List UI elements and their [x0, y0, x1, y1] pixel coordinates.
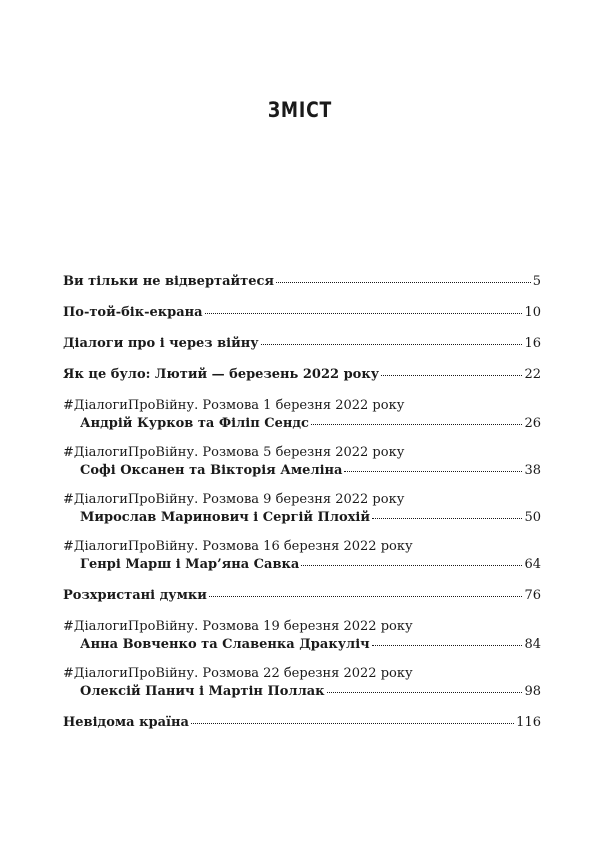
toc-page-number: 10	[524, 305, 541, 320]
toc-entry[interactable]	[63, 366, 541, 384]
toc-entry-title: Мирослав Маринович і Сергій Плохій	[80, 510, 370, 525]
toc-entry-title: Діалоги про і через війну	[63, 336, 259, 351]
toc-entry[interactable]	[63, 397, 541, 433]
toc-series-heading: #ДіалогиПроВійну. Розмова 9 березня 2022 року	[63, 492, 405, 507]
toc-entry-title: Олексій Панич і Мартін Поллак	[80, 684, 325, 699]
toc-entry[interactable]	[63, 618, 541, 654]
toc-entry[interactable]	[63, 587, 541, 605]
dot-leader	[381, 375, 522, 376]
toc-page-number: 116	[516, 715, 541, 730]
toc-page-number: 76	[524, 588, 541, 603]
toc-entry[interactable]	[63, 665, 541, 701]
toc-entry-title: По-той-бік-екрана	[63, 305, 203, 320]
dot-leader	[301, 565, 522, 566]
toc-page-number: 5	[532, 274, 541, 289]
dot-leader	[311, 424, 522, 425]
toc-page-number: 26	[524, 416, 541, 431]
toc-series-heading: #ДіалогиПроВійну. Розмова 19 березня 2022 року	[63, 619, 413, 634]
toc-page-number: 98	[524, 684, 541, 699]
toc-entry-title: Ви тільки не відвертайтеся	[63, 274, 275, 289]
dot-leader	[372, 518, 522, 519]
toc-series-heading: #ДіалогиПроВійну. Розмова 16 березня 2022 року	[63, 539, 413, 554]
toc-series-heading: #ДіалогиПроВійну. Розмова 22 березня 2022 року	[63, 666, 413, 681]
toc-page-number: 16	[524, 336, 541, 351]
toc-entry-title: Андрій Курков та Філіп Сендс	[80, 416, 309, 431]
toc-entry-title: Розхристані думки	[63, 588, 207, 603]
toc-entry[interactable]	[63, 444, 541, 480]
toc-entry[interactable]	[63, 335, 541, 353]
toc-entry[interactable]	[63, 273, 541, 291]
toc-entry-title: Анна Вовченко та Славенка Дракуліч	[80, 637, 370, 652]
dot-leader	[372, 645, 523, 646]
dot-leader	[209, 596, 523, 597]
toc-entry[interactable]	[63, 714, 541, 732]
toc-page-number: 64	[524, 557, 541, 572]
toc-entry[interactable]	[63, 304, 541, 322]
dot-leader	[205, 313, 523, 314]
toc-entry[interactable]	[63, 491, 541, 527]
toc-page-number: 38	[524, 463, 541, 478]
toc-entry-title: Генрі Марш і Мар’яна Савка	[80, 557, 300, 572]
toc-entry[interactable]	[63, 538, 541, 574]
toc-page-number: 84	[524, 637, 541, 652]
toc-entry-title: Софі Оксанен та Вікторія Амеліна	[80, 463, 343, 478]
dot-leader	[327, 692, 523, 693]
dot-leader	[261, 344, 523, 345]
page-title: ЗМІСТ	[267, 98, 333, 122]
dot-leader	[344, 471, 522, 472]
toc-series-heading: #ДіалогиПроВійну. Розмова 1 березня 2022 року	[63, 398, 405, 413]
toc-page-number: 50	[524, 510, 541, 525]
toc-series-heading: #ДіалогиПроВійну. Розмова 5 березня 2022 року	[63, 445, 405, 460]
dot-leader	[191, 723, 514, 724]
dot-leader	[276, 282, 531, 283]
table-of-contents	[63, 273, 541, 732]
toc-entry-title: Як це було: Лютий — березень 2022 року	[63, 367, 380, 382]
toc-entry-title: Невідома країна	[63, 715, 189, 730]
toc-page-number: 22	[524, 367, 541, 382]
